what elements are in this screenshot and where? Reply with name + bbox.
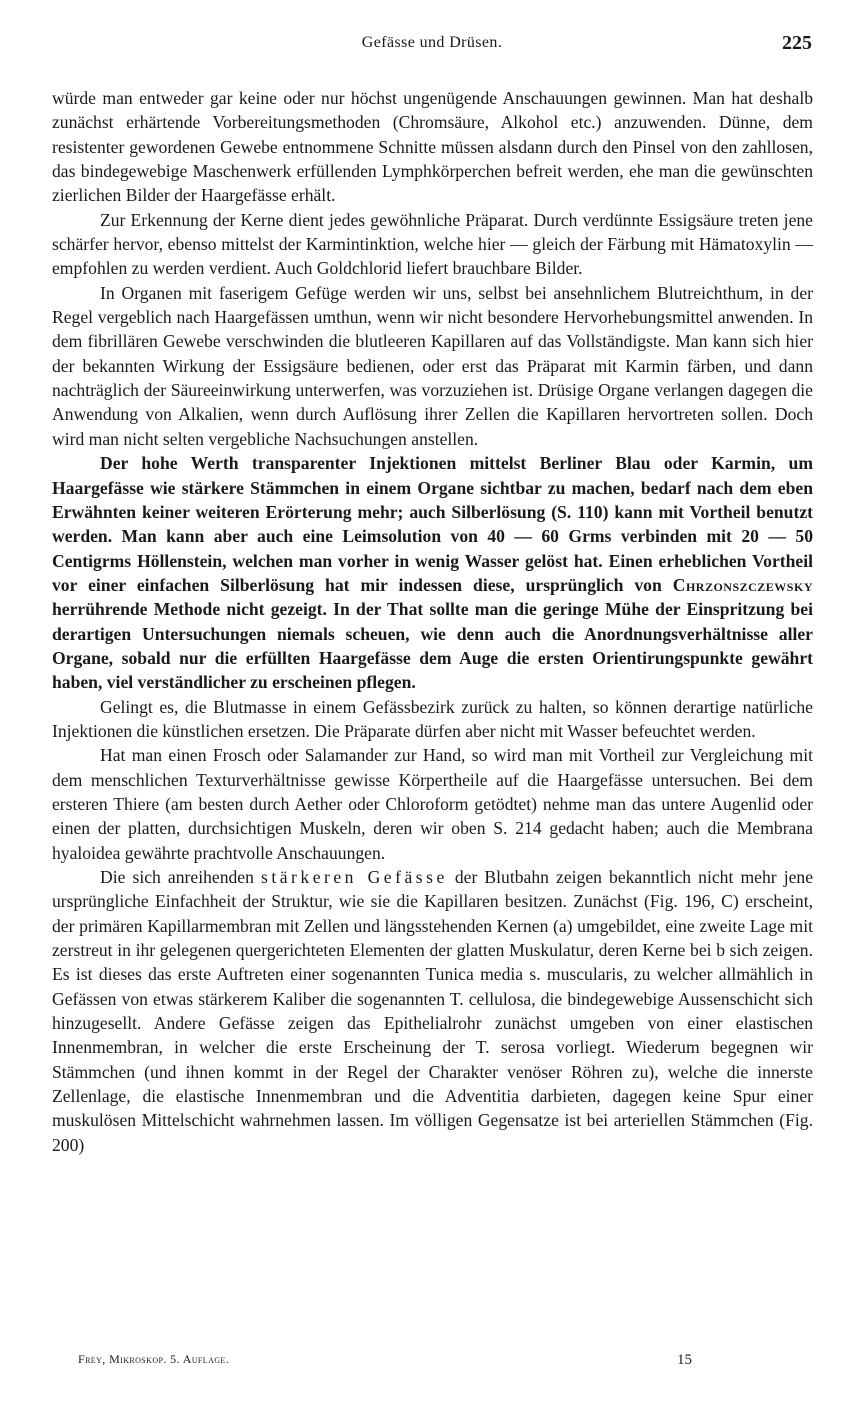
page-number: 225 — [782, 32, 812, 54]
author-name: Chrzonszczewsky — [672, 574, 813, 595]
paragraph-injections — [52, 451, 813, 694]
running-head: Gefässe und Drüsen. — [361, 34, 503, 51]
paragraph-vessels-text-b: der Blutbahn zeigen bekanntlich nicht mehr jene ursprüngliche Einfachheit der Struktur, wie sie die Kapillaren besitzen. Zunächst (Fig. 196, C) erscheint, der primären Kapillarmembran mit Zellen und längsstehenden Kernen (a) umgebildet, eine zweite Lage mit zerstreut in ihr gelegenen quergerichteten Elementen der glatten Muskulatur, deren Kerne bei b sich zeigen. Es ist dieses das erste Auftreten einer sogenannten Tunica media s. muscularis, zu welcher allmählich in Gefässen von etwas stärkerem Kaliber die sogenannten T. cellulosa, die bindegewebige Aussenschicht sich hinzugesellt. Andere Gefässe zeigen das Epithelialrohr zunächst umgeben von einer elastischen Innenmembran, in welcher die erste Erscheinung der T. serosa vorliegt. Wiederum begegnen wir Stämmchen (und ihnen kommt in der Regel der Charakter venöser Röhren zu), welche die innerste Zellenlage, die elastische Innenmembran und die Adventitia darbieten, dagegen keine Spur einer muskulösen Mittelschicht wahrnehmen lassen. Im völligen Gegensatze ist bei arteriellen Stämmchen (Fig. 200) — [52, 867, 814, 1155]
page-header — [52, 34, 812, 58]
paragraph-stronger-vessels — [52, 865, 813, 1157]
printer-signature: Frey, Mikroskop. 5. Auflage. — [78, 1352, 230, 1366]
paragraph-fibrous-organs: In Organen mit faserigem Gefüge werden wir uns, selbst bei ansehnlichem Blutreichthum, in der Regel vergeblich nach Haargefässen umthun, wenn wir nicht besondere Hervorhebungsmittel anwenden. In dem fibrillären Gewebe verschwinden die blutleeren Kapillaren auf das Vollständigste. Man kann sich hier der bekannten Wirkung der Essigsäure bedienen, oder erst das Präparat mit Karmin färben, und dann nachträglich der Säureeinwirkung unterwerfen, was vorzuziehen ist. Drüsige Organe verlangen dagegen die Anwendung von Alkalien, wenn durch Auflösung ihrer Zellen die Kapillaren hervortreten sollen. Doch wird man nicht selten vergebliche Nachsuchungen anstellen. — [52, 282, 813, 449]
spaced-emphasis: stärkeren Gefässe — [261, 867, 448, 887]
paragraph-continuation: würde man entweder gar keine oder nur höchst ungenügende Anschauungen gewinnen. Man hat deshalb zunächst erhärtende Vorbereitungsmethoden (Chromsäure, Alkohol etc.) anzuwenden. Dünne, dem resistenter gewordenen Gewebe entnommene Schnitte müssen alsdann durch den Pinsel von den zahllosen, das bindegewebige Maschenwerk erfüllenden Lymphkörperchen befreit werden, ehe man die gewünschten zierlichen Bilder der Haargefässe erhält. — [52, 88, 813, 206]
signature-mark: 15 — [677, 1352, 692, 1368]
paragraph-natural-injections: Gelingt es, die Blutmasse in einem Gefässbezirk zurück zu halten, so können derartige natürliche Injektionen die künstlichen ersetzen. Die Präparate dürfen aber nicht mit Wasser befeuchtet werden. — [52, 696, 813, 741]
paragraph-injections-text-a: Der hohe Werth transparenter Injektionen mittelst Berliner Blau oder Karmin, um Haargefässe wie stärkere Stämmchen in einem Organe sichtbar zu machen, bedarf nach dem eben Erwähnten keiner weiteren Erörterung mehr; auch Silberlösung (S. 110) kann mit Vortheil benutzt werden. Man kann aber auch eine Leimsolution von 40 — 60 Grms verbinden mit 20 — 50 Centigrms Höllenstein, welchen man vorher in wenig Wasser gelöst hat. Einen erheblichen Vortheil vor einer einfachen Silberlösung hat mir indessen diese, ursprünglich von — [52, 453, 813, 595]
paragraph-vessels-text-a: Die sich anreihenden — [100, 867, 261, 887]
page-footer — [78, 1352, 692, 1372]
paragraph-frog-salamander: Hat man einen Frosch oder Salamander zur Hand, so wird man mit Vortheil zur Vergleichung mit dem menschlichen Texturverhältnisse gewisse Körpertheile auf die Haargefässe untersuchen. Bei dem ersteren Thiere (am besten durch Aether oder Chloroform getödtet) nehme man das untere Augenlid oder einen der platten, durchsichtigen Muskeln, deren wir oben S. 214 gedacht haben; auch die Membrana hyaloidea gewährte prachtvolle Anschauungen. — [52, 745, 813, 863]
paragraph-nuclei: Zur Erkennung der Kerne dient jedes gewöhnliche Präparat. Durch verdünnte Essigsäure treten jene schärfer hervor, ebenso mittelst der Karmintinktion, welche hier — gleich der Färbung mit Hämatoxylin — empfohlen zu werden verdient. Auch Goldchlorid liefert brauchbare Bilder. — [52, 209, 813, 279]
paragraph-injections-text-b: herrührende Methode nicht gezeigt. In der That sollte man die geringe Mühe der Einspritzung bei derartigen Untersuchungen niemals scheuen, wie denn auch die Anordnungsverhältnisse aller Organe, sobald nur die erfüllten Haargefässe dem Auge die ersten Orientirungspunkte gewährt haben, viel verständlicher zu erscheinen pflegen. — [52, 599, 813, 693]
body-text — [52, 86, 813, 1157]
